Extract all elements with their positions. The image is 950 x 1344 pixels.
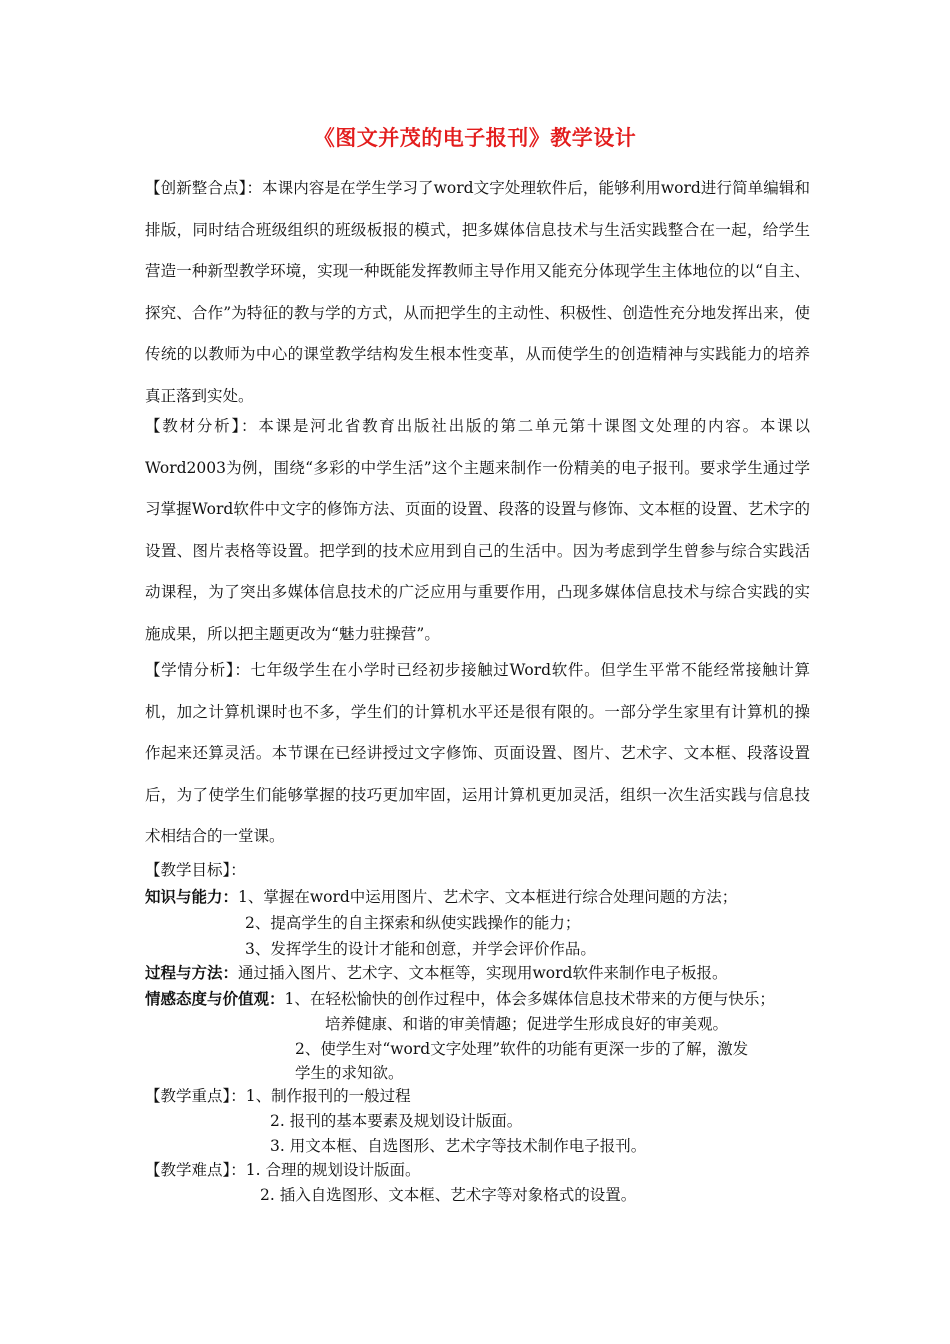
difficulty-2: 2. 插入自选图形、文本框、艺术字等对象格式的设置。 bbox=[260, 1186, 637, 1204]
students-label: 【学情分析】： bbox=[145, 661, 251, 679]
innovation-label: 【创新整合点】： bbox=[145, 179, 263, 197]
difficulties-row-1 bbox=[145, 1159, 420, 1181]
knowledge-item-1: 1、掌握在word中运用图片、艺术字、文本框进行综合处理问题的方法； bbox=[238, 888, 738, 906]
goals-heading: 【教学目标】： bbox=[145, 861, 246, 879]
textbook-label: 【教材分析】： bbox=[145, 417, 259, 435]
difficulty-1: 1. 合理的规划设计版面。 bbox=[245, 1161, 421, 1179]
process-row bbox=[145, 962, 727, 984]
key-point-1: 1、制作报刊的一般过程 bbox=[245, 1087, 411, 1105]
innovation-paragraph bbox=[145, 168, 810, 417]
knowledge-row-1 bbox=[145, 886, 737, 908]
process-text: 通过插入图片、艺术字、文本框等，实现用word软件来制作电子板报。 bbox=[238, 964, 728, 982]
students-paragraph bbox=[145, 650, 810, 858]
key-point-3: 3. 用文本框、自选图形、艺术字等技术制作电子报刊。 bbox=[270, 1137, 647, 1155]
emotion-row-1 bbox=[145, 988, 775, 1010]
key-points-label: 【教学重点】： bbox=[145, 1087, 246, 1105]
students-text: 七年级学生在小学时已经初步接触过Word软件。但学生平常不能经常接触计算机，加之计算机课时也不多，学生们的计算机水平还是很有限的。一部分学生家里有计算机的操作起来还算灵活。本节课在已经讲授过文字修饰、页面设置、图片、艺术字、文本框、段落设置后，为了使学生们能够掌握的技巧更加牢固，运用计算机更加灵活，组织一次生活实践与信息技术相结合的一堂课。 bbox=[145, 661, 810, 845]
knowledge-label: 知识与能力： bbox=[145, 887, 239, 906]
difficulties-label: 【教学难点】： bbox=[145, 1161, 246, 1179]
key-point-2: 2. 报刊的基本要素及规划设计版面。 bbox=[270, 1112, 523, 1130]
emotion-item-1-line-1: 1、在轻松愉快的创作过程中，体会多媒体信息技术带来的方便与快乐； bbox=[284, 990, 775, 1008]
emotion-item-2-line-1: 2、使学生对“word文字处理”软件的功能有更深一步的了解，激发 bbox=[295, 1040, 749, 1058]
textbook-text: 本课是河北省教育出版社出版的第二单元第十课图文处理的内容。本课以Word2003为例，围绕“多彩的中学生活”这个主题来制作一份精美的电子报刊。要求学生通过学习掌握Word软件中文字的修饰方法、页面的设置、段落的设置与修饰、文本框的设置、艺术字的设置、图片表格等设置。把学到的技术应用到自己的生活中。因为考虑到学生曾参与综合实践活动课程，为了突出多媒体信息技术的广泛应用与重要作用，凸现多媒体信息技术与综合实践的实施成果，所以把主题更改为“魅力驻操营”。 bbox=[145, 417, 810, 643]
knowledge-item-2: 2、提高学生的自主探索和纵使实践操作的能力； bbox=[245, 914, 581, 932]
document-title: 《图文并茂的电子报刊》教学设计 bbox=[313, 125, 637, 150]
emotion-label: 情感态度与价值观： bbox=[145, 989, 285, 1008]
emotion-item-2-line-2: 学生的求知欲。 bbox=[295, 1064, 404, 1082]
innovation-text: 本课内容是在学生学习了word文字处理软件后，能够利用word进行简单编辑和排版，同时结合班级组织的班级板报的模式，把多媒体信息技术与生活实践整合在一起，给学生营造一种新型教学环境，实现一种既能发挥教师主导作用又能充分体现学生主体地位的以“自主、探究、合作”为特征的教与学的方式，从而把学生的主动性、积极性、创造性充分地发挥出来，使传统的以教师为中心的课堂教学结构发生根本性变革，从而使学生的创造精神与实践能力的培养真正落到实处。 bbox=[145, 179, 810, 405]
knowledge-item-3: 3、发挥学生的设计才能和创意，并学会评价作品。 bbox=[245, 940, 596, 958]
emotion-item-1-line-2: 培养健康、和谐的审美情趣；促进学生形成良好的审美观。 bbox=[325, 1015, 729, 1033]
key-points-row-1 bbox=[145, 1085, 411, 1107]
process-label: 过程与方法： bbox=[145, 963, 239, 982]
textbook-paragraph bbox=[145, 406, 810, 655]
